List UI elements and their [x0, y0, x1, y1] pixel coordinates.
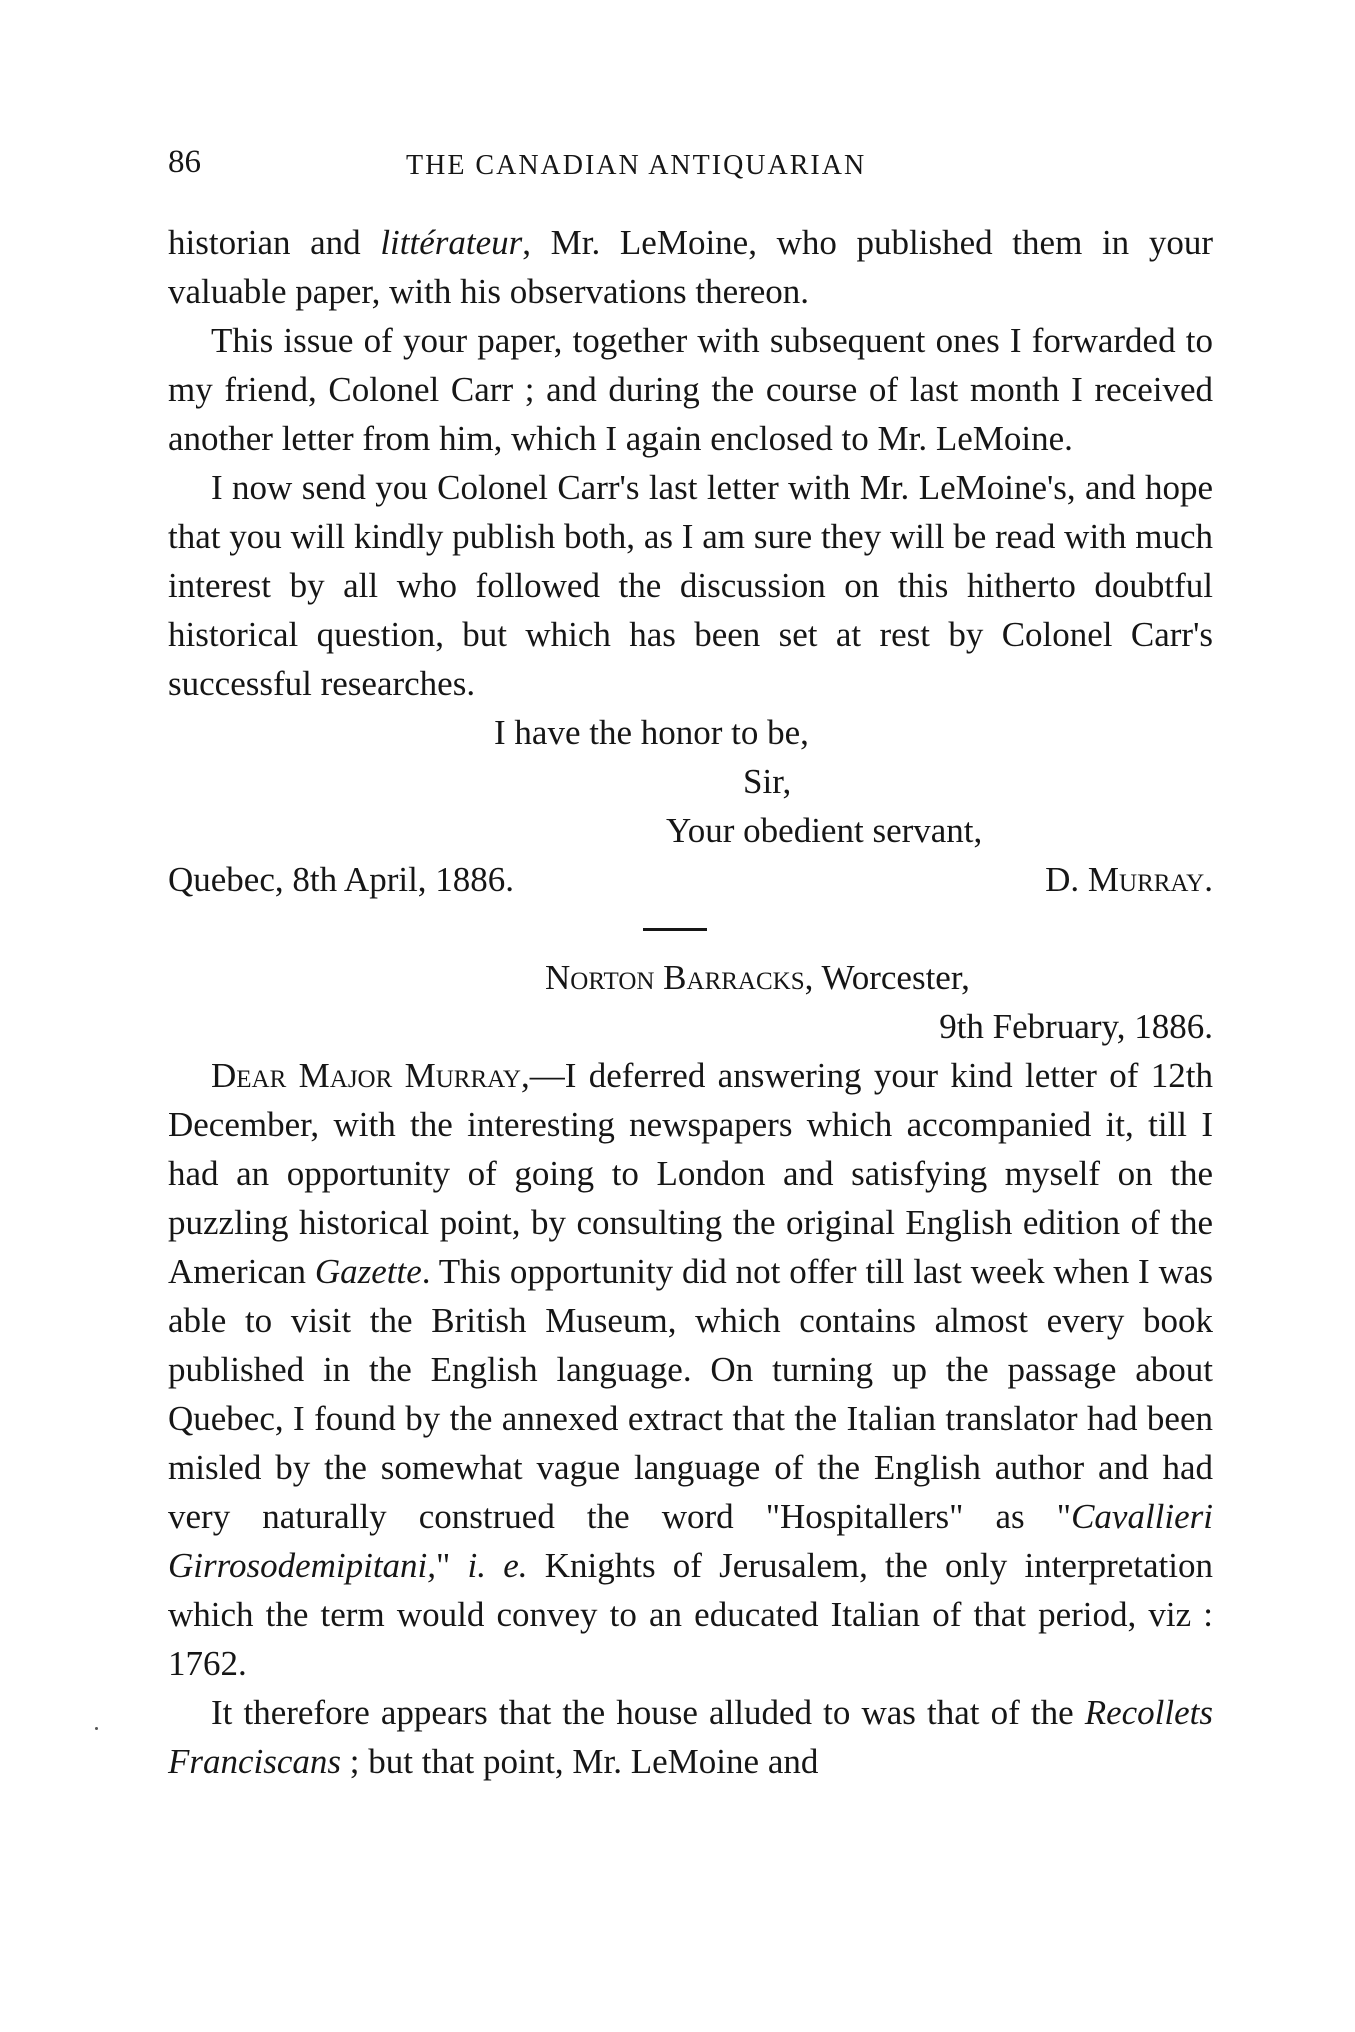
address-date: 9th February, 1886. [939, 1007, 1213, 1046]
city-name: , Worcester, [804, 958, 970, 997]
paragraph-4 [168, 1051, 1213, 1688]
closing-line-3 [168, 806, 1213, 855]
closing-line-1 [168, 708, 1213, 757]
text-span: " [436, 1546, 468, 1585]
paragraph-1 [168, 218, 1213, 316]
italic-term: Cavallieri Girrosodemipitani, [168, 1497, 1213, 1585]
signatory-name: D. Murray. [1045, 860, 1213, 899]
letter-address [168, 953, 1213, 1002]
closing-line-2 [168, 757, 1213, 806]
italic-term: Recollets Franciscans [168, 1693, 1213, 1781]
text-span: historian and [168, 223, 381, 262]
divider-rule [643, 928, 707, 931]
italic-term: littérateur [380, 223, 523, 262]
signature-line [168, 855, 1213, 904]
closing-text: Sir, [743, 762, 792, 801]
letter-address-date [168, 1002, 1213, 1051]
text-span: —I deferred answering your kind letter of 12th December, with the interesting newspapers which accompanied it, till I had an opportunity of going to London and satisfying myself on the puzzling historical point, by consulting the original English edition of the American [168, 1056, 1214, 1291]
closing-text: I have the honor to be, [494, 713, 809, 752]
italic-term: Gazette [314, 1252, 422, 1291]
ink-speck [95, 1727, 98, 1730]
paragraph-2: This issue of your paper, together with subsequent ones I forwarded to my friend, Colonel Carr ; and during the course of last month I received another letter from him, which I again enclosed to Mr. LeMoine. [168, 321, 1213, 458]
section-divider [168, 904, 1213, 953]
page-number: 86 [168, 144, 201, 180]
page-body [168, 218, 1213, 1786]
paragraph-5 [168, 1688, 1213, 1786]
text-span: . This opportunity did not offer till last week when I was able to visit the British Museum, which contains almost every book published in the English language. On turning up the passage about Quebec, I found by the annexed extract that the Italian translator had been misled by the somewhat vague language of the English author and had very naturally construed the word "Hospitallers" as " [168, 1252, 1214, 1536]
text-span: Knights of Jerusalem, the only interpretation which the term would convey to an educated Italian of that period, viz : 1762. [168, 1546, 1213, 1683]
barracks-name: Norton Barracks [545, 958, 805, 997]
italic-term: i. e. [467, 1546, 528, 1585]
salutation: Dear Major Murray, [211, 1056, 530, 1095]
text-span: , Mr. LeMoine, who published them in your valuable paper, with his observations thereon. [168, 223, 1213, 311]
paragraph-3: I now send you Colonel Carr's last letter with Mr. LeMoine's, and hope that you will kindly publish both, as I am sure they will be read with much interest by all who followed the discussion on this hitherto doubtful historical question, but which has been set at rest by Colonel Carr's successful researches. [168, 468, 1213, 703]
text-span: ; but that point, Mr. LeMoine and [341, 1742, 819, 1781]
letter-date: Quebec, 8th April, 1886. [168, 860, 515, 899]
running-title: THE CANADIAN ANTIQUARIAN [406, 150, 867, 181]
text-span: It therefore appears that the house alluded to was that of the [211, 1693, 1085, 1732]
closing-text: Your obedient servant, [666, 811, 983, 850]
